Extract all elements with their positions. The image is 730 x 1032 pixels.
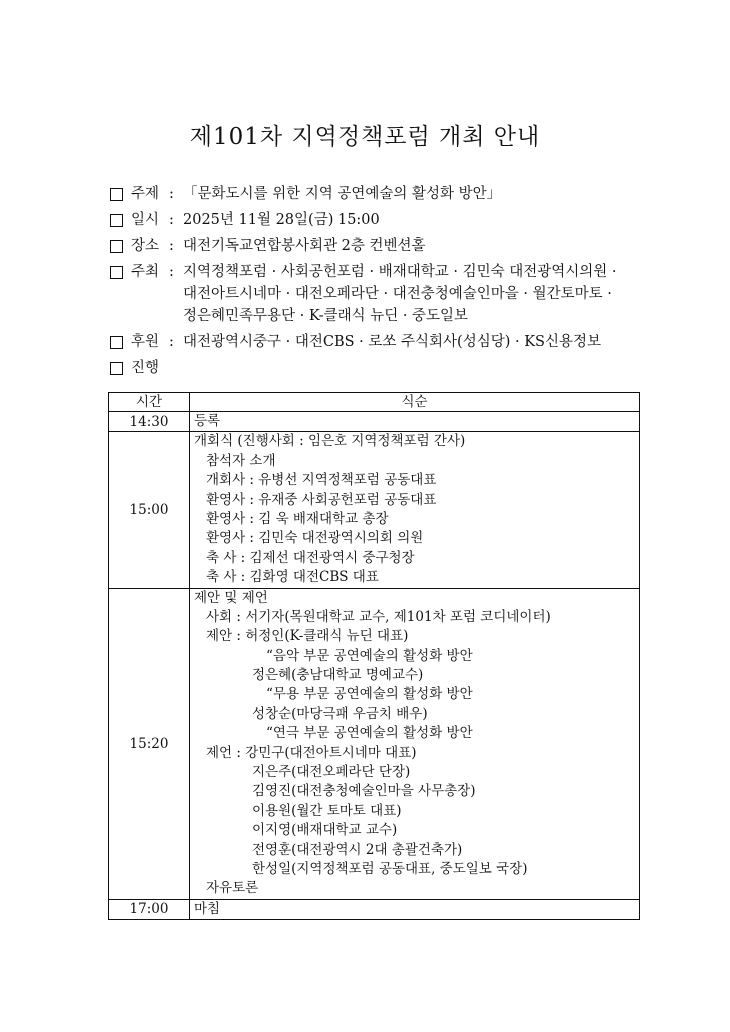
checkbox-icon xyxy=(110,336,123,349)
program-line: 이지영(배재대학교 교수) xyxy=(252,822,398,839)
info-place: 장소 : 대전기독교연합봉사회관 2층 컨벤션홀 xyxy=(108,235,668,257)
page-title: 제101차 지역정책포럼 개최 안내 xyxy=(189,124,541,150)
program-line: 마침 xyxy=(194,900,221,917)
host-line: 지역정책포럼 · 사회공헌포럼 · 배재대학교 · 김민숙 대전광역시의원 · xyxy=(183,264,617,280)
program-line: 지은주(대전오페라단 단장) xyxy=(252,764,411,781)
program-line: 제언 : 강민구(대전아트시네마 대표) xyxy=(206,744,417,761)
program-line: “무용 부문 공연예술의 활성화 방안 xyxy=(266,686,473,703)
checkbox-icon xyxy=(110,266,123,279)
info-label: 후원 xyxy=(131,334,160,350)
row-program xyxy=(190,899,640,919)
row-time: 17:00 xyxy=(109,899,190,919)
info-value: 「문화도시를 위한 지역 공연예술의 활성화 방안」 xyxy=(183,186,502,202)
program-line: 이용원(월간 토마토 대표) xyxy=(252,802,402,819)
row-program xyxy=(190,588,640,899)
program-line: 축 사 : 김화영 대전CBS 대표 xyxy=(206,569,379,586)
program-line: 등록 xyxy=(194,413,221,429)
program-line: “연극 부문 공연예술의 활성화 방안 xyxy=(266,725,473,742)
program-line: 김영진(대전충청예술인마을 사무총장) xyxy=(252,783,476,800)
program-line: 성창순(마당극패 우금치 배우) xyxy=(252,705,428,722)
checkbox-icon xyxy=(110,240,123,253)
table-row xyxy=(109,412,640,432)
program-line: 환영사 : 김민숙 대전광역시의회 의원 xyxy=(206,530,424,547)
program-line: 제안 및 제언 xyxy=(194,589,268,606)
row-time: 14:30 xyxy=(109,412,190,432)
info-theme: 주제 : 「문화도시를 위한 지역 공연예술의 활성화 방안」 xyxy=(108,183,668,205)
info-label: 장소 xyxy=(131,238,160,254)
header-time: 시간 xyxy=(109,393,190,412)
info-value: 대전광역시중구 · 대전CBS · 로쏘 주식회사(성심당) · KS신용정보 xyxy=(183,334,602,350)
row-program xyxy=(190,432,640,588)
info-value: 2025년 11월 28일(금) 15:00 xyxy=(183,212,380,228)
info-label: 주제 xyxy=(131,186,160,202)
program-line: “음악 부문 공연예술의 활성화 방안 xyxy=(266,647,473,664)
program-line: 사회 : 서기자(목원대학교 교수, 제101차 포럼 코디네이터) xyxy=(206,608,551,625)
row-time: 15:00 xyxy=(109,432,190,588)
checkbox-icon xyxy=(110,362,123,375)
program-line: 전영훈(대전광역시 2대 총괄건축가) xyxy=(252,841,463,858)
table-row xyxy=(109,899,640,919)
host-line: 대전아트시네마 · 대전오페라단 · 대전충청예술인마을 · 월간토마토 · xyxy=(183,286,612,302)
program-line: 자유토론 xyxy=(206,880,259,897)
checkbox-icon xyxy=(110,214,123,227)
program-table xyxy=(108,392,640,920)
info-label: 주최 xyxy=(131,264,160,280)
row-program xyxy=(190,412,640,432)
program-line: 환영사 : 김 욱 배재대학교 총장 xyxy=(206,510,389,527)
table-header-row xyxy=(109,393,640,412)
header-program: 식순 xyxy=(190,393,640,412)
info-label: 진행 xyxy=(131,360,160,376)
info-label: 일시 xyxy=(131,212,160,228)
info-sponsor: 후원 : 대전광역시중구 · 대전CBS · 로쏘 주식회사(성심당) · KS신용정보 xyxy=(108,331,668,353)
program-line: 축 사 : 김제선 대전광역시 중구청장 xyxy=(206,549,415,566)
info-value: 대전기독교연합봉사회관 2층 컨벤션홀 xyxy=(183,238,426,254)
program-line: 제안 : 허정인(K-클래식 뉴딘 대표) xyxy=(206,628,409,645)
checkbox-icon xyxy=(110,188,123,201)
program-line: 정은혜(충남대학교 명예교수) xyxy=(252,667,424,684)
program-line: 개회사 : 유병선 지역정책포럼 공동대표 xyxy=(206,472,437,489)
program-line: 참석자 소개 xyxy=(206,452,276,469)
table-row xyxy=(109,432,640,588)
info-host: 주최 : 지역정책포럼 · 사회공헌포럼 · 배재대학교 · 김민숙 대전광역시의원 · 대전아트시네마 · 대전오페라단 · 대전충청예술인마을 · 월간토마토 · 정은혜민족무용단 · K-클래식 뉴딘 · 중도일보 xyxy=(108,261,668,327)
table-row xyxy=(109,588,640,899)
host-line: 정은혜민족무용단 · K-클래식 뉴딘 · 중도일보 xyxy=(183,308,469,324)
info-datetime: 일시 : 2025년 11월 28일(금) 15:00 xyxy=(108,209,668,231)
program-line: 환영사 : 유재중 사회공헌포럼 공동대표 xyxy=(206,491,437,508)
info-section xyxy=(108,183,668,383)
row-time: 15:20 xyxy=(109,588,190,899)
info-value xyxy=(183,261,668,327)
program-line: 한성일(지역정책포럼 공동대표, 중도일보 국장) xyxy=(252,860,528,877)
program-line: 개회식 (진행사회 : 임은호 지역정책포럼 간사) xyxy=(194,433,466,450)
info-progress xyxy=(108,357,668,379)
